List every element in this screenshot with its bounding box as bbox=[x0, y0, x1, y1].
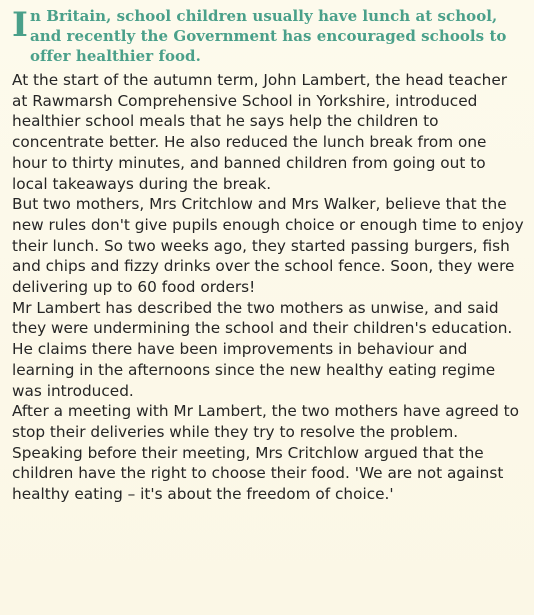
article bbox=[12, 6, 524, 505]
body-paragraph-1: At the start of the autumn term, John Lambert, the head teacher at Rawmarsh Comprehensive School in Yorkshire, introduced healthier school meals that he says help the children to concentrate better. He also reduced the lunch break from one hour to thirty minutes, and banned children from going out to local takeaways during the break. bbox=[12, 71, 508, 193]
body-paragraph-4: After a meeting with Mr Lambert, the two mothers have agreed to stop their deliveries while they try to resolve the problem. Speaking before their meeting, Mrs Critchlow argued that the children have the right to choose their food. 'We are not against healthy eating – it's about the freedom of choice.' bbox=[12, 402, 520, 504]
body-paragraph-3: Mr Lambert has described the two mothers as unwise, and said they were undermining the school and their children's education. He claims there have been improvements in behaviour and learning in the afternoons since the new healthy eating regime was introduced. bbox=[12, 298, 513, 400]
intro-text: n Britain, school children usually have lunch at school, and recently the Government has encouraged schools to offer healthier food. bbox=[30, 7, 507, 65]
intro-paragraph bbox=[12, 6, 524, 66]
body-paragraph-2: But two mothers, Mrs Critchlow and Mrs Walker, believe that the new rules don't give pupils enough choice or enough time to enjoy their lunch. So two weeks ago, they started passing burgers, fish and chips and fizzy drinks over the school fence. Soon, they were delivering up to 60 food orders! bbox=[12, 195, 524, 297]
drop-cap: I bbox=[12, 5, 28, 45]
